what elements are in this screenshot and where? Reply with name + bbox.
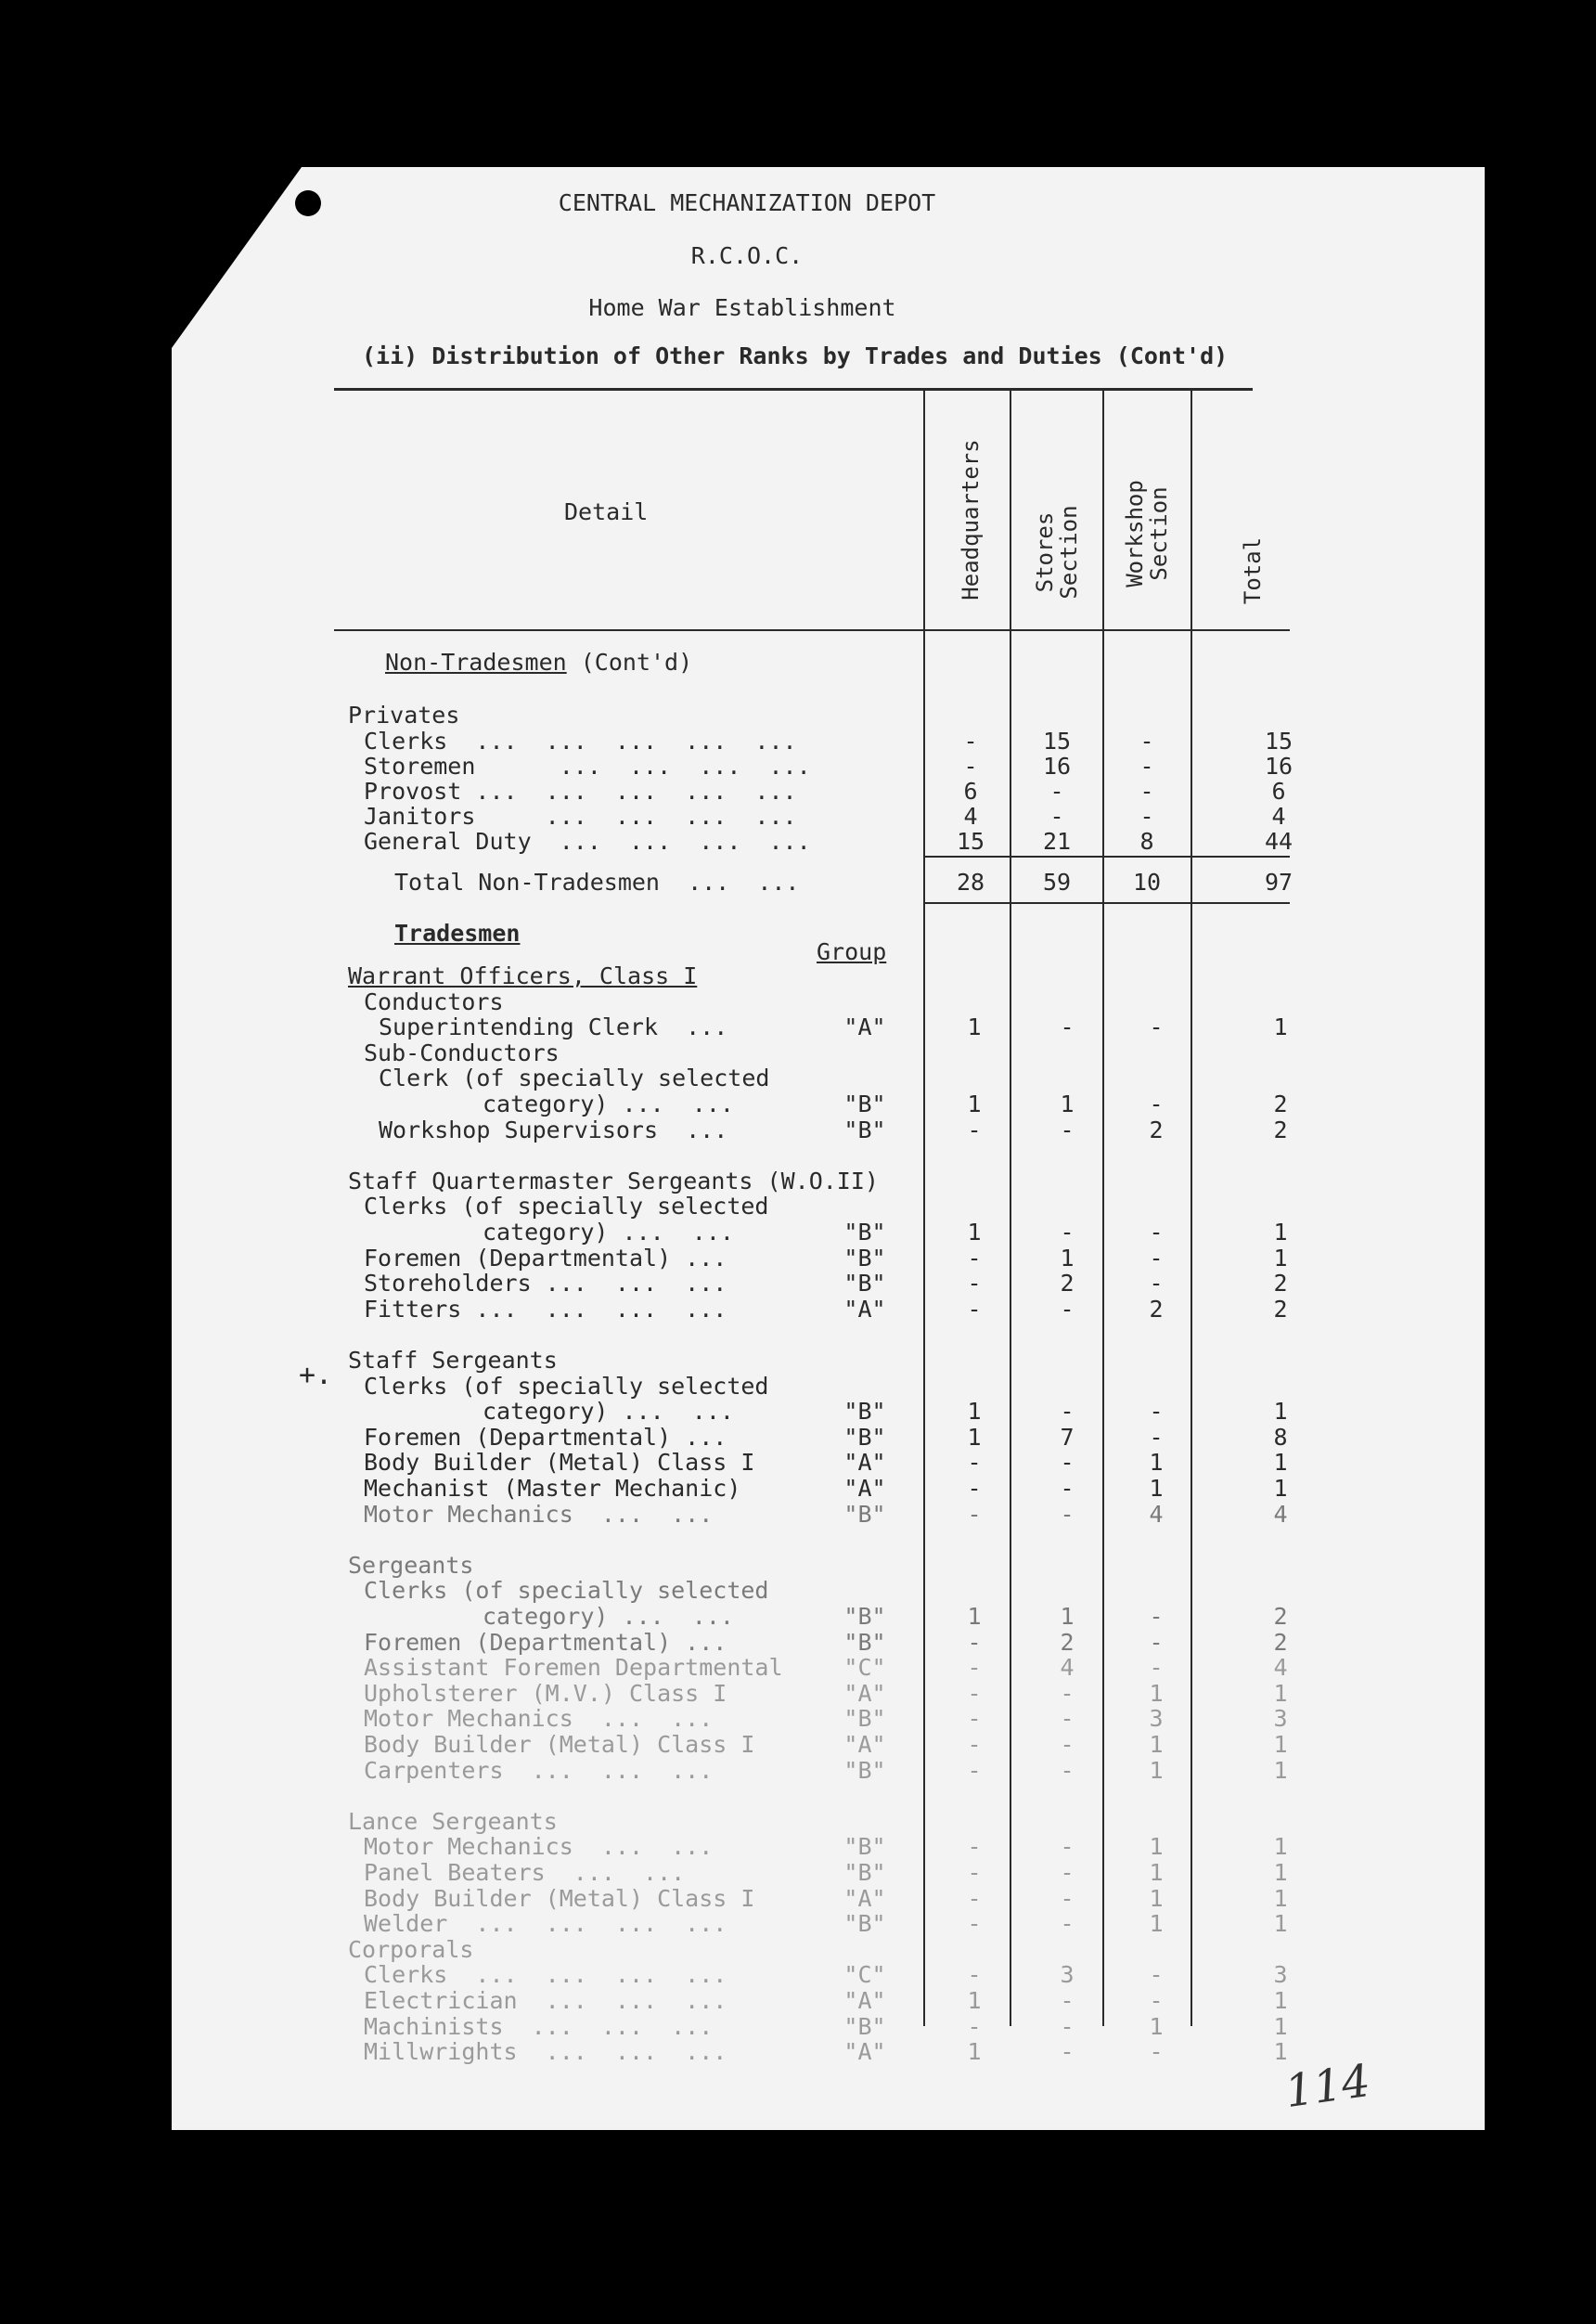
tradesmen-row-workshop: - [1149,1603,1164,1630]
tradesmen-row-workshop: 1 [1149,1679,1164,1707]
tradesmen-row-label: Corporals [348,1935,474,1963]
tradesmen-row-group: "B" [843,1603,886,1630]
tradesmen-row-label: Sub-Conductors [364,1039,560,1066]
col-rule-stores [1010,388,1011,2026]
nontrades-row-workshop: - [1139,803,1154,830]
tradesmen-row-label: Motor Mechanics ... ... [364,1500,714,1528]
tradesmen-row-total: 1 [1273,1398,1288,1426]
nontrades-row-hq: 15 [956,828,985,855]
establishment-title: Home War Establishment [588,294,896,321]
nontrades-row-stores: - [1049,778,1064,805]
tradesmen-row-label: Electrician ... ... ... [364,1987,727,2014]
tradesmen-row-total: 1 [1273,2038,1288,2066]
tradesmen-row-hq: - [967,1756,982,1784]
tradesmen-row-workshop: 1 [1149,1884,1164,1912]
tradesmen-row-workshop: 1 [1149,1731,1164,1758]
tradesmen-row-label: Staff Quartermaster Sergeants (W.O.II) [348,1167,879,1194]
tradesmen-row-hq: - [967,1449,982,1477]
tradesmen-row-hq: - [967,1270,982,1298]
nontrades-row-stores: 15 [1042,728,1072,755]
tradesmen-row-workshop: - [1149,1628,1164,1656]
nontrades-row-total: 44 [1264,828,1294,855]
tradesmen-row-stores: - [1060,1859,1075,1886]
tradesmen-row-label: Clerks ... ... ... ... [364,1961,727,1989]
tradesmen-row-group: "A" [843,1679,886,1707]
tradesmen-row-total: 1 [1273,1475,1288,1502]
total-rule [923,902,1290,904]
tradesmen-row-stores: 1 [1060,1091,1075,1117]
document-subtitle: R.C.O.C. [690,242,804,269]
tradesmen-row-total: 2 [1273,1603,1288,1630]
tradesmen-row-workshop: - [1149,2038,1164,2066]
tradesmen-row-label: Motor Mechanics ... ... [364,1705,714,1733]
tradesmen-row-stores: - [1060,1219,1075,1246]
nontrades-row-label: Provost ... ... ... ... ... [364,778,797,805]
tradesmen-row-group: "A" [843,2038,886,2066]
tradesmen-row-workshop: - [1149,1244,1164,1272]
privates-heading: Privates [348,702,460,729]
tradesmen-row-stores: - [1060,1116,1075,1143]
tradesmen-row-group: "A" [843,1475,886,1502]
tradesmen-row-stores: - [1060,1014,1075,1041]
tradesmen-row-hq: - [967,1961,982,1989]
tradesmen-row-label: Foremen (Departmental) ... [364,1628,727,1656]
tradesmen-row-hq: 1 [967,1987,982,2014]
col-rule-workshop [1102,388,1104,2026]
tradesmen-row-total: 2 [1273,1628,1288,1656]
tradesmen-row-stores: - [1060,1987,1075,2014]
nontrades-row-stores: 21 [1042,828,1072,855]
nontrades-row-label: Janitors ... ... ... ... [364,803,797,830]
tradesmen-row-hq: - [967,1833,982,1861]
tradesmen-row-group: "C" [843,1961,886,1989]
nontrades-heading: Non-Tradesmen (Cont'd) [385,649,693,676]
nontrades-row-hq: 4 [963,803,978,830]
tradesmen-row-label: Warrant Officers, Class I [348,962,698,989]
col-rule-hq [923,388,925,2026]
tradesmen-row-stores: 7 [1060,1423,1075,1451]
tradesmen-row-total: 4 [1273,1654,1288,1682]
tradesmen-row-stores: - [1060,1500,1075,1528]
tradesmen-heading: Tradesmen [394,920,521,947]
nontrades-row-total: 16 [1264,753,1294,780]
tradesmen-row-hq: - [967,2012,982,2040]
tradesmen-row-hq: 1 [967,1603,982,1630]
nontrades-row-label: Clerks ... ... ... ... ... [364,728,797,755]
tradesmen-row-stores: 4 [1060,1654,1075,1682]
tradesmen-row-total: 1 [1273,1731,1288,1758]
tradesmen-row-label: Clerks (of specially selected [364,1372,769,1400]
tradesmen-row-hq: 1 [967,2038,982,2066]
tradesmen-row-label: Storeholders ... ... ... [364,1270,727,1298]
tradesmen-row-stores: - [1060,2038,1075,2066]
tradesmen-row-stores: 2 [1060,1628,1075,1656]
tradesmen-row-stores: - [1060,2012,1075,2040]
tradesmen-row-hq: 1 [967,1014,982,1041]
tradesmen-row-group: "A" [843,1884,886,1912]
tradesmen-row-label: Assistant Foremen Departmental [364,1654,783,1682]
tradesmen-row-workshop: - [1149,1014,1164,1041]
tradesmen-row-total: 1 [1273,1833,1288,1861]
tradesmen-row-label: Clerks (of specially selected [364,1577,769,1605]
tradesmen-row-stores: - [1060,1705,1075,1733]
tradesmen-row-stores: - [1060,1884,1075,1912]
tradesmen-row-total: 2 [1273,1091,1288,1117]
tradesmen-row-group: "A" [843,1014,886,1041]
col-header-workshop: Workshop Section [1122,480,1172,587]
tradesmen-row-stores: - [1060,1833,1075,1861]
tradesmen-row-hq: - [967,1679,982,1707]
tradesmen-row-workshop: 2 [1149,1116,1164,1143]
tradesmen-row-label: Sergeants [348,1551,474,1579]
tradesmen-row-stores: - [1060,1398,1075,1426]
tradesmen-row-total: 1 [1273,1679,1288,1707]
tradesmen-row-total: 1 [1273,1014,1288,1041]
tradesmen-row-stores: - [1060,1295,1075,1323]
col-rule-total [1191,388,1192,2026]
tradesmen-row-workshop: 1 [1149,1833,1164,1861]
tradesmen-row-total: 1 [1273,1987,1288,2014]
tradesmen-row-stores: 1 [1060,1603,1075,1630]
tradesmen-row-label: Upholsterer (M.V.) Class I [364,1679,727,1707]
tradesmen-row-total: 1 [1273,1244,1288,1272]
tradesmen-row-total: 2 [1273,1116,1288,1143]
handwritten-page-number: 114 [1281,2054,1374,2119]
tradesmen-row-workshop: - [1149,1398,1164,1426]
tradesmen-row-label: Fitters ... ... ... ... [364,1295,727,1323]
nontrades-total-total: 97 [1264,869,1294,896]
tradesmen-row-hq: - [967,1244,982,1272]
tradesmen-row-total: 1 [1273,1910,1288,1938]
tradesmen-row-label: Workshop Supervisors ... [379,1116,728,1143]
tradesmen-row-hq: 1 [967,1219,982,1246]
tradesmen-row-stores: - [1060,1756,1075,1784]
tradesmen-row-stores: 2 [1060,1270,1075,1298]
col-header-stores: Stores Section [1032,505,1082,600]
tradesmen-row-label: Motor Mechanics ... ... [364,1833,714,1861]
tradesmen-row-hq: - [967,1884,982,1912]
nontrades-row-hq: - [963,728,978,755]
tradesmen-row-workshop: - [1149,1961,1164,1989]
nontrades-row-stores: - [1049,803,1064,830]
tradesmen-row-hq: - [967,1910,982,1938]
tradesmen-row-group: "B" [843,1270,886,1298]
tradesmen-row-workshop: 1 [1149,1475,1164,1502]
tradesmen-row-hq: - [967,1731,982,1758]
tradesmen-row-group: "B" [843,1859,886,1886]
nontrades-row-hq: 6 [963,778,978,805]
nontrades-row-workshop: - [1139,728,1154,755]
tradesmen-row-group: "B" [843,1423,886,1451]
header-bottom-rule [334,629,1290,631]
tradesmen-row-hq: - [967,1705,982,1733]
nontrades-row-total: 4 [1271,803,1286,830]
tradesmen-row-workshop: 2 [1149,1295,1164,1323]
tradesmen-row-total: 1 [1273,1859,1288,1886]
tradesmen-row-group: "B" [843,2012,886,2040]
tradesmen-row-label: Machinists ... ... ... [364,2012,714,2040]
tradesmen-row-workshop: 1 [1149,1859,1164,1886]
tradesmen-row-hq: - [967,1654,982,1682]
tradesmen-row-hq: - [967,1116,982,1143]
tradesmen-row-total: 3 [1273,1961,1288,1989]
tradesmen-row-total: 1 [1273,1219,1288,1246]
tradesmen-row-hq: - [967,1628,982,1656]
tradesmen-row-workshop: 1 [1149,1756,1164,1784]
tradesmen-row-stores: 3 [1060,1961,1075,1989]
tradesmen-row-workshop: 4 [1149,1500,1164,1528]
nontrades-total-stores: 59 [1042,869,1072,896]
tradesmen-row-workshop: 1 [1149,2012,1164,2040]
tradesmen-row-group: "B" [843,1500,886,1528]
tradesmen-row-total: 1 [1273,2012,1288,2040]
nontrades-row-stores: 16 [1042,753,1072,780]
tradesmen-row-total: 4 [1273,1500,1288,1528]
tradesmen-row-total: 1 [1273,1756,1288,1784]
section-title: (ii) Distribution of Other Ranks by Trades and Duties (Cont'd) [362,342,1229,369]
tradesmen-row-total: 2 [1273,1295,1288,1323]
tradesmen-row-label: Body Builder (Metal) Class I [364,1731,755,1758]
tradesmen-row-workshop: - [1149,1270,1164,1298]
tradesmen-row-label: Staff Sergeants [348,1347,558,1374]
tradesmen-row-label: Mechanist (Master Mechanic) [364,1475,741,1502]
tradesmen-row-label: Foremen (Departmental) ... [364,1244,727,1272]
tradesmen-row-workshop: - [1149,1654,1164,1682]
tradesmen-row-group: "A" [843,1731,886,1758]
nontrades-row-label: Storemen ... ... ... ... [364,753,811,780]
tradesmen-row-hq: - [967,1475,982,1502]
tradesmen-row-workshop: 1 [1149,1449,1164,1477]
tradesmen-row-label: Clerk (of specially selected [379,1065,770,1092]
col-header-headquarters: Headquarters [958,439,984,600]
tradesmen-row-total: 2 [1273,1270,1288,1298]
tradesmen-row-group: "A" [843,1295,886,1323]
tradesmen-row-group: "B" [843,1910,886,1938]
tradesmen-row-group: "A" [843,1987,886,2014]
tradesmen-row-stores: 1 [1060,1244,1075,1272]
nontrades-row-workshop: - [1139,778,1154,805]
tradesmen-row-hq: 1 [967,1398,982,1426]
tradesmen-row-label: category) ... ... [483,1603,734,1630]
tradesmen-row-workshop: - [1149,1091,1164,1117]
tradesmen-row-hq: - [967,1859,982,1886]
tradesmen-row-group: "B" [843,1219,886,1246]
tradesmen-row-label: category) ... ... [483,1091,734,1117]
punch-hole [295,190,321,216]
tradesmen-row-stores: - [1060,1449,1075,1477]
tradesmen-row-label: category) ... ... [483,1219,734,1246]
tradesmen-row-group: "B" [843,1398,886,1426]
tradesmen-row-label: Body Builder (Metal) Class I [364,1449,755,1477]
group-heading: Group [817,938,887,965]
nontrades-row-hq: - [963,753,978,780]
tradesmen-row-group: "B" [843,1705,886,1733]
tradesmen-row-total: 1 [1273,1884,1288,1912]
tradesmen-row-stores: - [1060,1731,1075,1758]
tradesmen-row-workshop: 1 [1149,1910,1164,1938]
document-title: CENTRAL MECHANIZATION DEPOT [558,189,936,216]
tradesmen-row-label: Carpenters ... ... ... [364,1756,714,1784]
tradesmen-row-group: "B" [843,1244,886,1272]
tradesmen-row-group: "B" [843,1756,886,1784]
tradesmen-row-label: Superintending Clerk ... [379,1014,728,1041]
tradesmen-row-label: Body Builder (Metal) Class I [364,1884,755,1912]
tradesmen-row-group: "B" [843,1091,886,1117]
tradesmen-row-label: Millwrights ... ... ... [364,2038,727,2066]
col-header-total: Total [1240,536,1266,605]
col-header-detail: Detail [564,498,649,525]
table-top-rule [334,388,1253,391]
tradesmen-row-stores: - [1060,1475,1075,1502]
tradesmen-row-stores: - [1060,1910,1075,1938]
tradesmen-row-label: Conductors [364,988,504,1015]
nontrades-row-total: 6 [1271,778,1286,805]
nontrades-total-workshop: 10 [1132,869,1162,896]
tradesmen-row-hq: - [967,1500,982,1528]
tradesmen-row-label: Clerks (of specially selected [364,1193,769,1220]
tradesmen-row-total: 1 [1273,1449,1288,1477]
tradesmen-row-workshop: - [1149,1219,1164,1246]
tradesmen-row-workshop: - [1149,1987,1164,2014]
nontrades-row-workshop: - [1139,753,1154,780]
tradesmen-row-workshop: 3 [1149,1705,1164,1733]
tradesmen-row-total: 8 [1273,1423,1288,1451]
tradesmen-row-label: category) ... ... [483,1398,734,1426]
tradesmen-row-label: Lance Sergeants [348,1807,558,1835]
nontrades-total-hq: 28 [956,869,985,896]
tradesmen-row-workshop: - [1149,1423,1164,1451]
tradesmen-row-group: "B" [843,1833,886,1861]
tradesmen-row-total: 3 [1273,1705,1288,1733]
nontrades-total-label: Total Non-Tradesmen ... ... [394,869,800,896]
tradesmen-row-stores: - [1060,1679,1075,1707]
tradesmen-row-group: "B" [843,1116,886,1143]
subtotal-rule [923,856,1290,858]
tradesmen-row-label: Foremen (Departmental) ... [364,1423,727,1451]
nontrades-row-label: General Duty ... ... ... ... [364,828,811,855]
nontrades-row-total: 15 [1264,728,1294,755]
tradesmen-row-label: Panel Beaters ... ... [364,1859,686,1886]
tradesmen-row-hq: 1 [967,1423,982,1451]
tradesmen-row-label: Welder ... ... ... ... [364,1910,727,1938]
nontrades-row-workshop: 8 [1139,828,1154,855]
tradesmen-row-group: "A" [843,1449,886,1477]
tradesmen-row-group: "C" [843,1654,886,1682]
tradesmen-row-group: "B" [843,1628,886,1656]
tradesmen-row-hq: 1 [967,1091,982,1117]
margin-mark: +. [299,1359,333,1391]
tradesmen-row-hq: - [967,1295,982,1323]
